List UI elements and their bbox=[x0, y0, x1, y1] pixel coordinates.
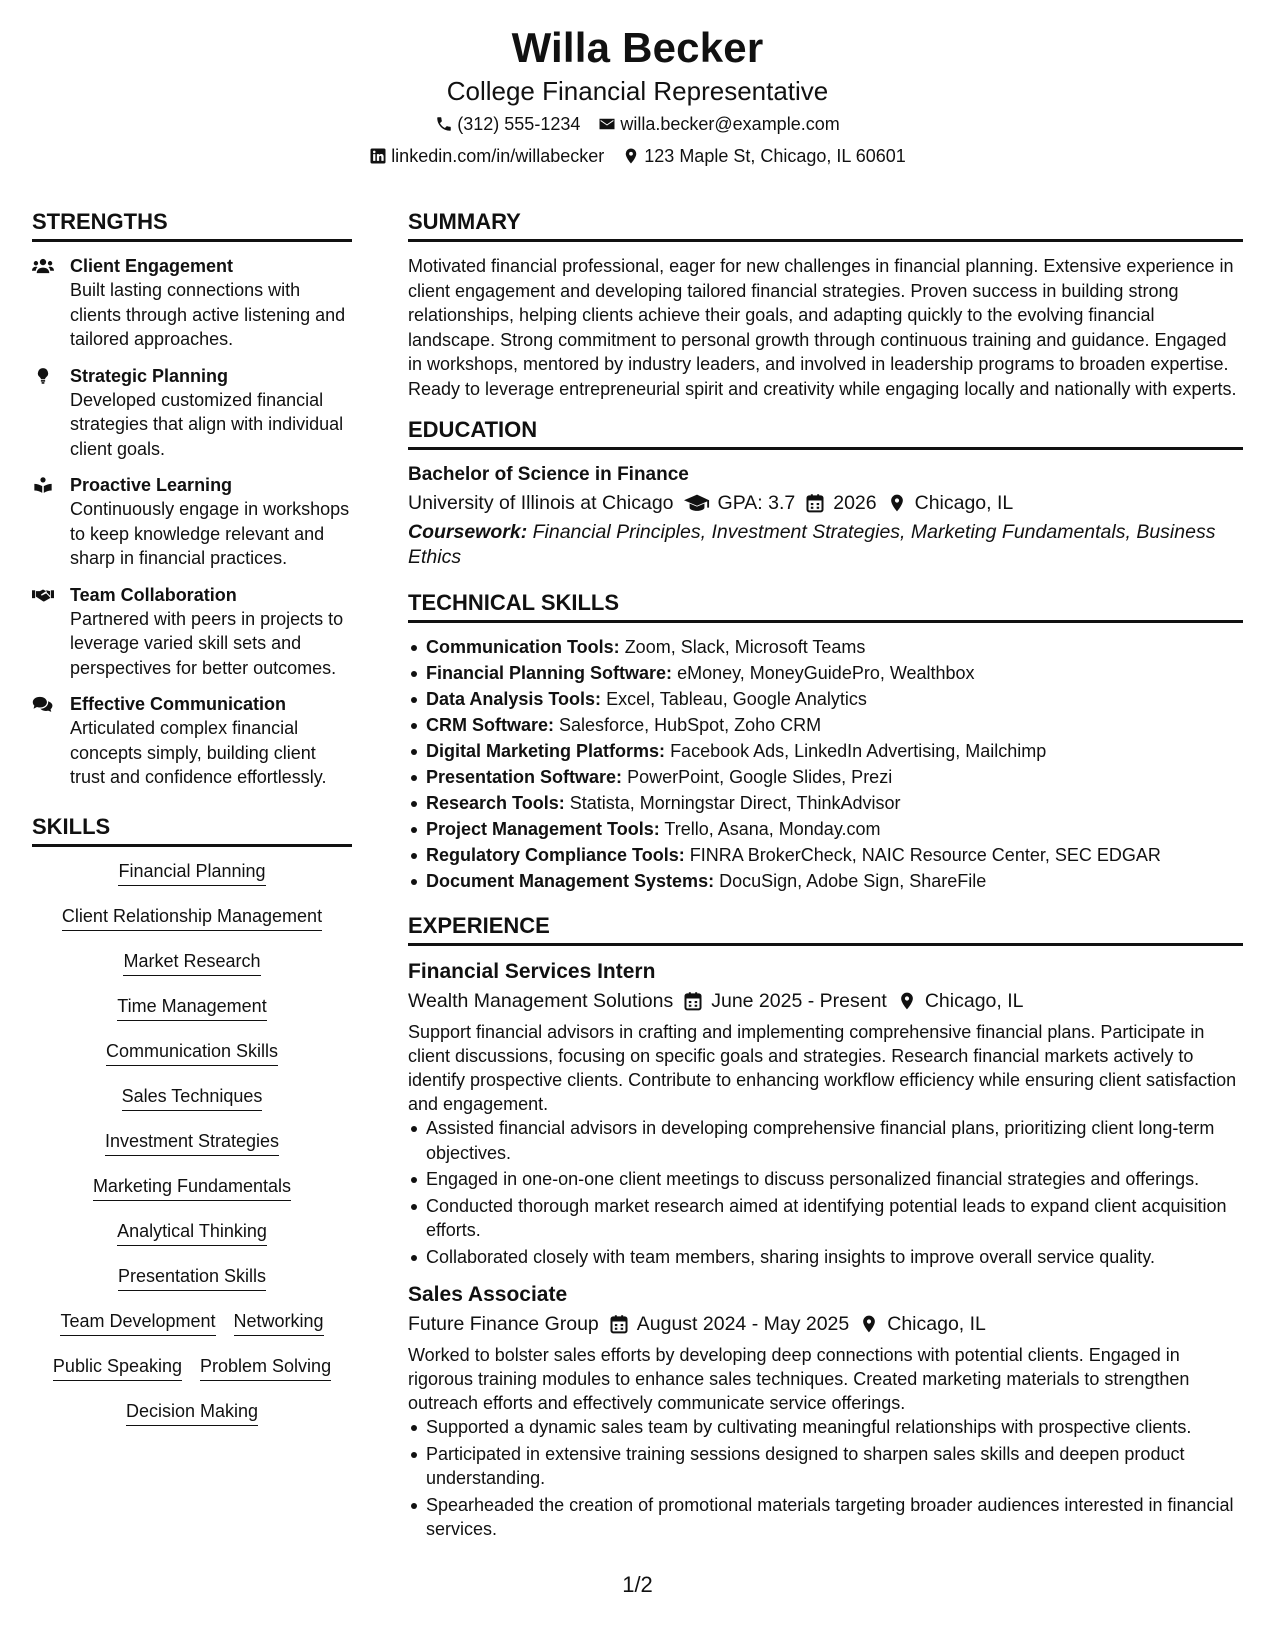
job-bullets bbox=[408, 1415, 1243, 1542]
list-item: Supported a dynamic sales team by cultivating meaningful relationships with prospective clients. bbox=[408, 1415, 1243, 1440]
technical-skills-list bbox=[408, 635, 1243, 893]
education-meta bbox=[408, 488, 1243, 518]
list-item: Research Tools: Statista, Morningstar Direct, ThinkAdvisor bbox=[408, 791, 1243, 815]
skill-row bbox=[32, 1039, 352, 1084]
calendar-icon bbox=[683, 991, 703, 1011]
skill-tag: Team Development bbox=[60, 1309, 215, 1336]
strength-title: Client Engagement bbox=[70, 256, 234, 276]
skill-row bbox=[32, 1264, 352, 1309]
summary-text: Motivated financial professional, eager for new challenges in financial planning. Extensive experience in client engagement and developing tailored financial strategies. Proven success in building strong relationships, helping clients achieve their goals, and adapting quickly to the evolving financial landscape. Strong commitment to personal growth through continuous training and guidance. Engaged in workshops, mentored by industry leaders, and involved in leadership programs to broaden expertise. Ready to leverage entrepreneurial spirit and creativity while engaging locally and nationally with experts. bbox=[408, 256, 1237, 399]
job-entry bbox=[408, 1281, 1243, 1542]
list-item: Conducted thorough market research aimed at identifying potential leads to expand client acquisition efforts. bbox=[408, 1194, 1243, 1243]
degree-name: Bachelor of Science in Finance bbox=[408, 464, 689, 485]
phone-contact bbox=[435, 108, 580, 140]
strength-item bbox=[32, 364, 352, 462]
graduation-year bbox=[805, 488, 876, 518]
strength-item bbox=[32, 583, 352, 681]
list-item: CRM Software: Salesforce, HubSpot, Zoho CRM bbox=[408, 713, 1243, 737]
list-item: Regulatory Compliance Tools: FINRA BrokerCheck, NAIC Resource Center, SEC EDGAR bbox=[408, 843, 1243, 867]
job-meta bbox=[408, 986, 1243, 1016]
job-entry bbox=[408, 958, 1243, 1269]
skill-row bbox=[32, 1309, 352, 1354]
skill-row bbox=[32, 1354, 352, 1399]
list-item: Collaborated closely with team members, sharing insights to improve overall service quality. bbox=[408, 1245, 1243, 1270]
summary-heading: SUMMARY bbox=[408, 207, 1243, 242]
school-name: University of Illinois at Chicago bbox=[408, 492, 674, 514]
email-contact[interactable] bbox=[598, 108, 839, 140]
gpa bbox=[684, 488, 796, 518]
skill-tag: Client Relationship Management bbox=[62, 904, 322, 931]
address-contact bbox=[622, 140, 906, 172]
job-description: Support financial advisors in crafting and implementing comprehensive financial plans. Participate in client discussions, focusing on specific goals and strategies. Research financial markets actively to identify prospective clients. Contribute to enhancing workflow efficiency while ensuring client satisfaction and engagement. bbox=[408, 1022, 1237, 1114]
skill-row bbox=[32, 949, 352, 994]
skill-tag: Decision Making bbox=[126, 1399, 258, 1426]
strength-desc: Developed customized financial strategies that align with individual client goals. bbox=[70, 389, 344, 459]
skills-heading: SKILLS bbox=[32, 812, 352, 847]
technical-skills-heading: TECHNICAL SKILLS bbox=[408, 588, 1243, 623]
company-name: Future Finance Group bbox=[408, 1313, 599, 1335]
list-item: Spearheaded the creation of promotional materials targeting broader audiences interested in financial services. bbox=[408, 1493, 1243, 1542]
list-item: Presentation Software: PowerPoint, Google Slides, Prezi bbox=[408, 765, 1243, 789]
phone-icon bbox=[435, 115, 453, 133]
skill-row bbox=[32, 859, 352, 904]
skills-list bbox=[32, 859, 352, 1444]
education-location bbox=[887, 488, 1014, 518]
list-item: Communication Tools: Zoom, Slack, Microsoft Teams bbox=[408, 635, 1243, 659]
skill-row bbox=[32, 994, 352, 1039]
contact-row-1 bbox=[0, 108, 1275, 140]
skill-row bbox=[32, 1084, 352, 1129]
right-column bbox=[408, 207, 1243, 1554]
skill-tag: Sales Techniques bbox=[122, 1084, 263, 1111]
calendar-icon bbox=[609, 1314, 629, 1334]
linkedin-icon bbox=[369, 147, 387, 165]
list-item: Participated in extensive training sessions designed to sharpen sales skills and deepen product understanding. bbox=[408, 1442, 1243, 1491]
skill-tag: Presentation Skills bbox=[118, 1264, 266, 1291]
handshake-icon bbox=[32, 586, 54, 604]
page-number: 1/2 bbox=[622, 1572, 653, 1597]
strength-title: Proactive Learning bbox=[70, 475, 233, 495]
skill-tag: Problem Solving bbox=[200, 1354, 331, 1381]
company-name: Wealth Management Solutions bbox=[408, 990, 674, 1012]
linkedin-text: linkedin.com/in/willabecker bbox=[391, 146, 605, 166]
comments-icon bbox=[32, 695, 54, 713]
candidate-name: Willa Becker bbox=[511, 24, 764, 71]
map-marker-icon bbox=[887, 493, 907, 513]
coursework-label: Coursework: bbox=[408, 521, 528, 543]
map-marker-icon bbox=[897, 991, 917, 1011]
strength-item bbox=[32, 692, 352, 790]
job-description: Worked to bolster sales efforts by developing deep connections with potential clients. Engaged in rigorous training modules to enhance sales techniques. Created marketing materials to strengthen outreach efforts and effectively communicate service offerings. bbox=[408, 1345, 1190, 1413]
job-dates: June 2025 - Present bbox=[683, 986, 887, 1016]
skill-row bbox=[32, 1174, 352, 1219]
strength-desc: Built lasting connections with clients through active listening and tailored approaches. bbox=[70, 280, 346, 349]
skill-tag: Networking bbox=[234, 1309, 324, 1336]
experience-heading: EXPERIENCE bbox=[408, 911, 1243, 946]
strength-title: Team Collaboration bbox=[70, 584, 237, 605]
job-meta bbox=[408, 1309, 1243, 1339]
graduation-cap-icon bbox=[684, 493, 710, 513]
job-title: Sales Associate bbox=[408, 1283, 568, 1306]
linkedin-contact[interactable] bbox=[369, 140, 604, 172]
address-text: 123 Maple St, Chicago, IL 60601 bbox=[644, 146, 906, 166]
strength-item bbox=[32, 473, 352, 571]
skill-tag: Communication Skills bbox=[106, 1039, 278, 1066]
list-item: Engaged in one-on-one client meetings to discuss personalized financial strategies and offerings. bbox=[408, 1167, 1243, 1192]
email-text: willa.becker@example.com bbox=[620, 114, 840, 134]
book-reader-icon bbox=[32, 476, 54, 494]
list-item: Data Analysis Tools: Excel, Tableau, Google Analytics bbox=[408, 687, 1243, 711]
gpa-text: GPA: 3.7 bbox=[717, 492, 796, 514]
skill-tag: Time Management bbox=[117, 994, 266, 1021]
list-item: Assisted financial advisors in developing comprehensive financial plans, prioritizing client long-term objectives. bbox=[408, 1116, 1243, 1165]
left-column bbox=[32, 207, 352, 1444]
calendar-icon bbox=[805, 493, 825, 513]
strength-desc: Articulated complex financial concepts simply, building client trust and confidence effortlessly. bbox=[70, 718, 327, 787]
strength-item bbox=[32, 254, 352, 352]
skill-tag: Public Speaking bbox=[53, 1354, 182, 1381]
phone-text: (312) 555-1234 bbox=[457, 114, 581, 134]
skill-tag: Analytical Thinking bbox=[117, 1219, 267, 1246]
job-location: Chicago, IL bbox=[859, 1309, 986, 1339]
skill-tag: Marketing Fundamentals bbox=[93, 1174, 291, 1201]
map-marker-icon bbox=[622, 147, 640, 165]
skill-tag: Investment Strategies bbox=[105, 1129, 279, 1156]
job-location: Chicago, IL bbox=[897, 986, 1024, 1016]
envelope-icon bbox=[598, 115, 616, 133]
location-text: Chicago, IL bbox=[914, 492, 1014, 514]
skill-row bbox=[32, 904, 352, 949]
skill-row bbox=[32, 1129, 352, 1174]
candidate-title: College Financial Representative bbox=[446, 76, 829, 106]
contact-row-2 bbox=[0, 140, 1275, 172]
job-bullets bbox=[408, 1116, 1243, 1269]
year-text: 2026 bbox=[833, 492, 877, 514]
strength-title: Effective Communication bbox=[70, 694, 287, 714]
list-item: Document Management Systems: DocuSign, Adobe Sign, ShareFile bbox=[408, 869, 1243, 893]
skill-tag: Market Research bbox=[123, 949, 260, 976]
list-item: Digital Marketing Platforms: Facebook Ads, LinkedIn Advertising, Mailchimp bbox=[408, 739, 1243, 763]
job-dates: August 2024 - May 2025 bbox=[609, 1309, 849, 1339]
coursework bbox=[408, 520, 1243, 570]
skill-tag: Financial Planning bbox=[118, 859, 265, 886]
coursework-text: Financial Principles, Investment Strategies, Marketing Fundamentals, Business Ethics bbox=[408, 521, 1216, 568]
education-heading: EDUCATION bbox=[408, 415, 1243, 450]
resume-header bbox=[0, 22, 1275, 172]
users-icon bbox=[32, 257, 54, 275]
skill-row bbox=[32, 1399, 352, 1444]
map-marker-icon bbox=[859, 1314, 879, 1334]
strength-desc: Continuously engage in workshops to keep knowledge relevant and sharp in financial practices. bbox=[70, 499, 350, 568]
strength-title: Strategic Planning bbox=[70, 365, 229, 386]
strength-desc: Partnered with peers in projects to leverage varied skill sets and perspectives for better outcomes. bbox=[70, 608, 344, 678]
skill-row bbox=[32, 1219, 352, 1264]
list-item: Financial Planning Software: eMoney, MoneyGuidePro, Wealthbox bbox=[408, 661, 1243, 685]
job-title: Financial Services Intern bbox=[408, 960, 656, 983]
strengths-heading: STRENGTHS bbox=[32, 207, 352, 242]
lightbulb-icon bbox=[32, 367, 54, 385]
list-item: Project Management Tools: Trello, Asana, Monday.com bbox=[408, 817, 1243, 841]
